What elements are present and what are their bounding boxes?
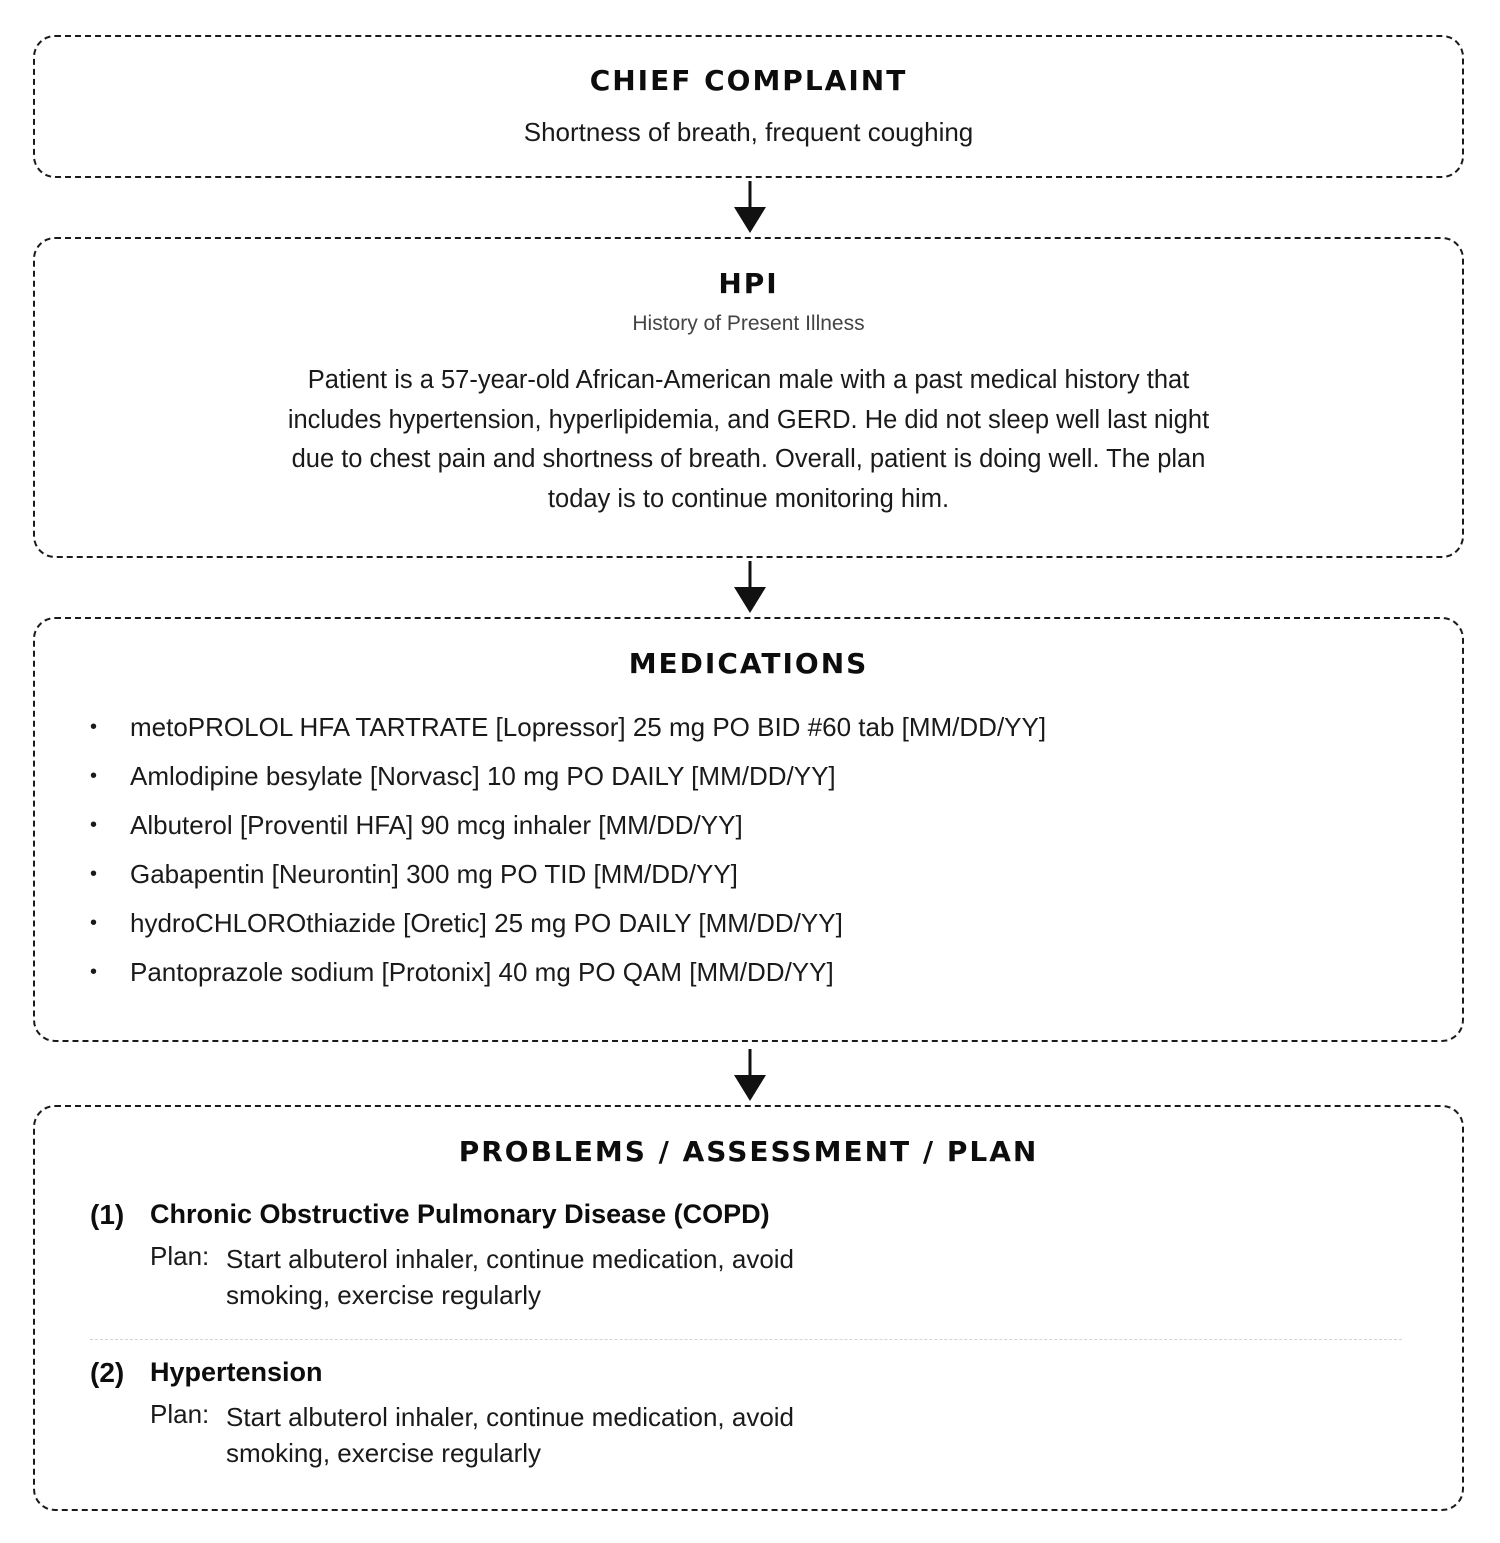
plan-label: Plan: <box>150 1241 210 1271</box>
hpi-section <box>33 237 1464 558</box>
bullet-icon: • <box>90 863 98 885</box>
plan-label: Plan: <box>150 1399 210 1429</box>
flow-arrow-icon <box>733 1049 767 1104</box>
plan-text: Start albuterol inhaler, continue medication, avoid smoking, exercise regularly <box>226 1402 795 1468</box>
medication-item <box>90 803 1046 852</box>
plan-heading: PROBLEMS / ASSESSMENT / PLAN <box>458 1135 1039 1168</box>
problem-number: (1) <box>90 1199 125 1230</box>
medication-item <box>90 950 1046 999</box>
problem-divider <box>90 1339 1402 1340</box>
hpi-subtitle: History of Present Illness <box>632 312 865 335</box>
plan-text: Start albuterol inhaler, continue medication, avoid smoking, exercise regularly <box>226 1244 795 1310</box>
medication-text: metoPROLOL HFA TARTRATE [Lopressor] 25 mg PO BID #60 tab [MM/DD/YY] <box>130 712 1047 742</box>
flow-arrow-icon <box>733 561 767 616</box>
medications-section <box>33 617 1464 1042</box>
problem-title: Hypertension <box>150 1357 323 1387</box>
medication-text: Albuterol [Proventil HFA] 90 mcg inhaler [MM/DD/YY] <box>130 810 743 840</box>
chief-complaint-section <box>33 35 1464 178</box>
hpi-text: Patient is a 57-year-old African-American male with a past medical history that includes hypertension, hyperlipidemia, and GERD. He did not sleep well last night due to chest pain and shortness of breath. Overall, patient is doing well. The plan today is to continue monitoring him. <box>287 366 1210 513</box>
chief-complaint-text: Shortness of breath, frequent coughing <box>523 117 974 147</box>
medication-text: Amlodipine besylate [Norvasc] 10 mg PO DAILY [MM/DD/YY] <box>130 761 836 791</box>
bullet-icon: • <box>90 814 98 836</box>
medication-item <box>90 901 1046 950</box>
medication-text: hydroCHLOROthiazide [Oretic] 25 mg PO DAILY [MM/DD/YY] <box>130 908 843 938</box>
hpi-heading: HPI <box>718 267 779 300</box>
medication-item <box>90 705 1046 754</box>
medication-list <box>90 705 1046 999</box>
chief-complaint-heading: CHIEF COMPLAINT <box>589 64 908 97</box>
medication-item <box>90 852 1046 901</box>
medications-heading: MEDICATIONS <box>628 647 869 680</box>
medication-item <box>90 754 1046 803</box>
medication-text: Pantoprazole sodium [Protonix] 40 mg PO QAM [MM/DD/YY] <box>130 957 834 987</box>
problem-number: (2) <box>90 1357 125 1388</box>
medication-text: Gabapentin [Neurontin] 300 mg PO TID [MM/DD/YY] <box>130 859 738 889</box>
problems-assessment-plan-section <box>33 1105 1464 1511</box>
bullet-icon: • <box>90 765 98 787</box>
bullet-icon: • <box>90 716 98 738</box>
flow-arrow-icon <box>733 181 767 236</box>
problem-title: Chronic Obstructive Pulmonary Disease (COPD) <box>150 1199 770 1229</box>
bullet-icon: • <box>90 961 98 983</box>
bullet-icon: • <box>90 912 98 934</box>
